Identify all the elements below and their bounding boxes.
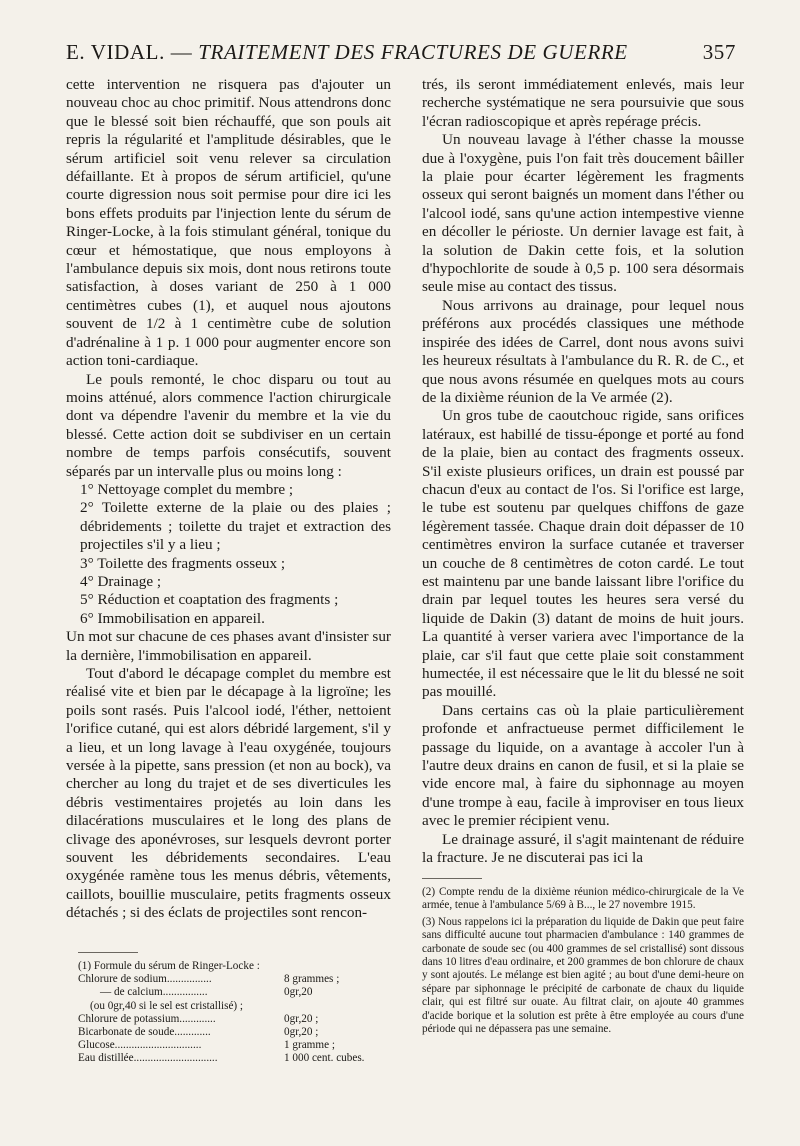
list-item: 5° Réduction et coaptation des fragments ;: [80, 591, 339, 609]
paragraph: Le pouls remonté, le choc disparu ou tout au moins atténué, alors commence l'action chirurgicale dont va dépendre l'avenir du membre et la vie du blessé. Cette action doit se subdiviser en un certain nombre de temps parfois consécutifs, souvent séparés par un intervalle plus ou moins long :: [66, 370, 391, 480]
formula-row: [78, 1000, 380, 1013]
paragraph: Un mot sur chacune de ces phases avant d'insister sur la dernière, l'immobilisation en appareil.: [66, 628, 391, 664]
paragraph: Un gros tube de caoutchouc rigide, sans orifices latéraux, est habillé de tissu-éponge et porté au fond de la plaie, bien au contact des fragments osseux. S'il existe plusieurs orifices, un drain est poussé par chacun d'eux au contact de l'os. Si l'orifice est large, le tube est soutenu par quelques chiffons de gaze légèrement tassée. Chaque drain doit dépasser de 10 centimètres environ la surface cutanée et traverser un couche de 8 centimètres de coton cardé. Le tout est maintenu par une bande laissant libre l'orifice du drain par lequel toutes les heures sera versé du liquide de Dakin (3) datant de moins de huit jours. La quantité à verser variera avec l'importance de la plaie, car s'il faut que cette plaie soit constamment humectée, il est nécessaire que le lit du blessé ne soit pas mouillé.: [422, 407, 744, 701]
footnote-2: (2) Compte rendu de la dixième réunion médico-chirurgicale de la Ve armée, tenue à l'ambulance 5/69 à B..., le 27 novembre 1915.: [422, 886, 744, 912]
formula-label: Glucose...............................: [78, 1039, 202, 1052]
formula-label: Bicarbonate de soude.............: [78, 1026, 211, 1039]
paragraph: Dans certains cas où la plaie particulièrement profonde et anfractueuse permet difficilement le passage du liquide, on a avantage à accoler l'un à l'autre deux drains en canon de fusil, et si la plaie se vide encore mal, à faire du siphonnage au moyen d'une trompe à eau, facile à improviser en tous lieux avec le premier récipient venu.: [422, 701, 744, 830]
formula-label: Chlorure de potassium.............: [78, 1012, 216, 1025]
footnotes-right: [422, 886, 744, 1039]
header-title: TRAITEMENT DES FRACTURES DE GUERRE: [198, 40, 628, 64]
footnote-rule-right: [422, 878, 482, 879]
header-author: E. VIDAL.: [66, 40, 165, 64]
formula-value: 0gr,20 ;: [284, 1012, 319, 1025]
left-column: [66, 76, 391, 923]
formula-label: (ou 0gr,40 si le sel est cristallisé) ;: [90, 999, 244, 1012]
paragraph: Nous arrivons au drainage, pour lequel nous préférons aux procédés classiques une méthode inspirée des idées de Carrel, dont nous avons suivi les heureux résultats à l'ambulance du R. R. de C., et que nous avons résumée en quelques mots au cours de la dixième réunion de la Ve armée (2).: [422, 296, 744, 406]
list-item: 4° Drainage ;: [80, 572, 162, 590]
formula-row: [78, 973, 380, 986]
footnote-3: (3) Nous rappelons ici la préparation du liquide de Dakin que peut faire sans difficulté aucune tout pharmacien d'ambulance : 140 grammes de carbonate de soude sec (ou 400 grammes de sel cristallisé) sont dissous dans 10 litres d'eau ordinaire, et 200 grammes de bon chlorure de chaux y sont ajoutés. Le mélange est bien agité ; au bout d'une demi-heure on sépare par siphonnage le précipité de carbonate de chaux du liquide clair, qui est filtré sur ouate. Au filtrat clair, on ajoute 40 grammes d'acide borique et la solution est prête à être employée au cours d'une période qui ne dépassera pas une semaine.: [422, 915, 744, 1036]
formula-row: [78, 1026, 380, 1039]
list-item: 2° Toilette externe de la plaie ou des plaies ; débridements ; toilette du trajet et extraction des projectiles s'il y a lieu ;: [80, 499, 391, 554]
formula-label: Chlorure de sodium................: [78, 973, 212, 986]
paragraph: Le drainage assuré, il s'agit maintenant de réduire la fracture. Je ne discuterai pas ici la: [422, 830, 744, 867]
paragraph: Un nouveau lavage à l'éther chasse la mousse due à l'oxygène, puis l'on fait très doucement bâiller la plaie pour écarter légèrement les fragments osseux qui seront baignés un moment dans l'éther ou l'alcool iodé, sans qu'une action intempestive vienne en décoller le périoste. Un dernier lavage est fait, à la solution de Dakin cette fois, et la solution d'hypochlorite de soude à 0,5 p. 100 sera désormais seule mise au contact des tissus.: [422, 131, 744, 296]
formula-value: 8 grammes ;: [284, 973, 340, 986]
formula-value: [284, 1000, 380, 1013]
right-column: [422, 76, 744, 867]
header-dash: —: [170, 40, 193, 64]
running-header: [66, 40, 736, 65]
formula-label: — de calcium................: [100, 986, 208, 999]
page-number: 357: [702, 40, 736, 64]
paragraph: Tout d'abord le décapage complet du membre est réalisé vite et bien par le décapage à la ligroïne; les poils sont rasés. Puis l'alcool iodé, l'éther, nettoient l'orifice cutané, qui est alors débridé largement, s'il y a lieu, et un long lavage à l'eau oxygénée, toujours versée à la pipette, sans pression (et non au bock), va chercher au long du trajet et de ses diverticules les débris vestimentaires projetés au loin dans les dilacérations musculaires et le long des plans de clivage des aponévroses, sur lesquels devront porter souvent les débridements secondaires. L'eau oxygénée ramène tous les menus débris, vêtements, caillots, bouillie musculaire, petits fragments osseux détachés ; si des éclats de projectiles sont rencon-: [66, 665, 391, 922]
list-item: 3° Toilette des fragments osseux ;: [80, 554, 286, 572]
formula-row: [78, 1039, 380, 1052]
footnote-rule-left: [78, 952, 138, 953]
formula-label: Eau distillée..............................: [78, 1052, 218, 1065]
formula-row: [78, 1013, 380, 1026]
formula-value: 1 gramme ;: [284, 1039, 335, 1052]
footnote-title: (1) Formule du sérum de Ringer-Locke :: [78, 960, 260, 972]
formula-value: 0gr,20 ;: [284, 1026, 319, 1039]
formula-row: [78, 986, 380, 999]
list-item: 6° Immobilisation en appareil.: [80, 609, 265, 627]
paragraph: trés, ils seront immédiatement enlevés, mais leur recherche systématique ne sera poursuivie que sous l'écran radioscopique et après repérage précis.: [422, 76, 744, 130]
paragraph: cette intervention ne risquera pas d'ajouter un nouveau choc au choc primitif. Nous attendrons donc que le blessé soit bien réchauffé, que son pouls ait repris la régularité et l'amplitude désirables, que le sérum artificiel soit venu relever sa circulation défaillante. Et à propos de sérum artificiel, qu'une courte digression nous soit permise pour dire ici les bons effets produits par l'injection lente du sérum de Ringer-Locke, à la fois stimulant général, tonique du cœur et hémostatique, que nous employons à l'ambulance depuis six mois, dont nous retirons toute satisfaction, à doses variant de 250 à 1 000 centimètres cubes (1), et auquel nous ajoutons souvent de 1/2 à 1 centimètre cube de solution d'adrénaline à 1 p. 1 000 pour augmenter encore son action toni-cardiaque.: [66, 76, 391, 370]
formula-row: [78, 1052, 380, 1065]
formula-value: 0gr,20: [284, 986, 313, 999]
formula-value: 1 000 cent. cubes.: [284, 1052, 365, 1065]
footnote-ringer-locke: [78, 960, 380, 1066]
list-item: 1° Nettoyage complet du membre ;: [80, 480, 294, 498]
